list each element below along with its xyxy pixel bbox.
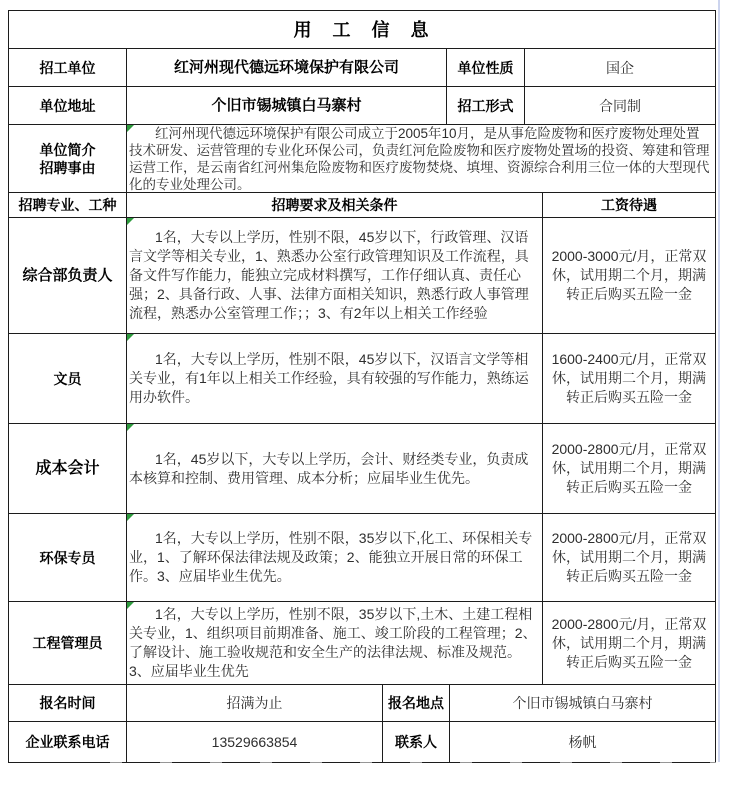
- job-title: 文员: [9, 334, 127, 423]
- job-salary: 2000-3000元/月，正常双休，试用期二个月，期满转正后购买五险一金: [551, 248, 707, 302]
- signup-row: [9, 685, 715, 722]
- jobs-header-position: 招聘专业、工种: [9, 193, 127, 217]
- job-title: 成本会计: [9, 424, 127, 513]
- company-intro-label: [9, 125, 127, 192]
- job-row-project-manager: [9, 602, 715, 685]
- signup-time-value: 招满为止: [127, 685, 383, 721]
- company-phone-label: 企业联系电话: [9, 722, 127, 762]
- recruit-unit-label: 招工单位: [9, 49, 127, 86]
- job-row-environment-specialist: [9, 514, 715, 602]
- job-salary: 2000-2800元/月，正常双休，试用期二个月，期满转正后购买五险一金: [551, 530, 707, 584]
- job-title: 工程管理员: [9, 602, 127, 684]
- signup-time-label: 报名时间: [9, 685, 127, 721]
- company-intro-text-cell: [127, 125, 715, 192]
- job-requirements-cell: [127, 514, 543, 601]
- company-intro-label-line2: 招聘事由: [39, 159, 96, 176]
- company-intro-row: [9, 125, 715, 193]
- job-salary: 2000-2800元/月，正常双休，试用期二个月，期满转正后购买五险一金: [551, 441, 707, 495]
- job-requirements: 1名，大专以上学历，性别不限，45岁以下，行政管理、汉语言文学等相关专业，1、熟悉办公室行政管理知识及工作流程，具备文件写作能力，能独立完成材料撰写，工作仔细认真、责任心强；2、具备行政、人事、法律方面相关知识，熟悉行政人事管理流程，熟悉办公室管理工作；；3、有2年以上相关工作经验: [129, 229, 529, 321]
- job-requirements-cell: [127, 602, 543, 684]
- contact-person-value: 杨帆: [568, 734, 597, 750]
- unit-address-label: 单位地址: [9, 87, 127, 124]
- job-title: 环保专员: [9, 514, 127, 601]
- job-requirements-cell: [127, 424, 543, 513]
- company-intro-text: 红河州现代德远环境保护有限公司成立于2005年10月，是从事危险废物和医疗废物处理处置技术研发、运营管理的专业化环保公司，负责红河危险废物和医疗废物处置场的投资、筹建和管理运营工作，是云南省红河州集危险废物和医疗废物焚烧、填埋、资源综合利用三位一体的大型现代化的专业处理公司。: [129, 125, 710, 192]
- recruit-form-label: 招工形式: [447, 87, 525, 124]
- recruit-unit-row: [9, 49, 715, 87]
- contact-row: [9, 722, 715, 762]
- recruit-form-value: 合同制: [599, 97, 641, 114]
- unit-nature-value: 国企: [606, 59, 634, 76]
- jobs-header-row: [9, 193, 715, 218]
- job-salary: 2000-2800元/月，正常双休，试用期二个月，期满转正后购买五险一金: [551, 615, 707, 670]
- jobs-header-salary: 工资待遇: [601, 197, 657, 213]
- job-requirements-cell: [127, 334, 543, 423]
- company-phone-value: 13529663854: [127, 722, 383, 762]
- job-row-cost-accountant: [9, 424, 715, 514]
- unit-address-value: 个旧市锡城镇白马寨村: [127, 87, 447, 124]
- job-requirements: 1名，大专以上学历，性别不限，35岁以下,土木、土建工程相关专业，1、组织项目前期准备、施工、竣工阶段的工程管理；2、了解设计、施工验收规范和安全生产的法律法规、标准及规范。3、应届毕业生优先: [129, 606, 537, 679]
- unit-address-row: [9, 87, 715, 125]
- gridline-dashes: [110, 762, 716, 763]
- title-row: [9, 11, 715, 49]
- page-title: 用 工 信 息: [293, 19, 437, 40]
- job-requirements-cell: [127, 218, 543, 333]
- job-requirements: 1名，大专以上学历，性别不限，35岁以下,化工、环保相关专业，1、了解环保法律法规及政策；2、能独立开展日常的环保工作。3、应届毕业生优先。: [129, 530, 533, 584]
- recruit-unit-value: 红河州现代德远环境保护有限公司: [127, 49, 447, 86]
- signup-place-label: 报名地点: [383, 685, 450, 721]
- job-row-clerk: [9, 334, 715, 424]
- job-requirements: 1名，45岁以下，大专以上学历，会计、财经类专业，负责成本核算和控制、费用管理、成本分析；应届毕业生优先。: [129, 450, 529, 486]
- job-row-general-manager: [9, 218, 715, 334]
- company-intro-label-line1: 单位简介: [39, 141, 96, 158]
- jobs-header-requirements: 招聘要求及相关条件: [127, 193, 543, 217]
- page-edge-line: [718, 0, 720, 762]
- unit-nature-label: 单位性质: [447, 49, 525, 86]
- signup-place-value: 个旧市锡城镇白马寨村: [512, 695, 653, 711]
- job-title: 综合部负责人: [9, 218, 127, 333]
- contact-person-label: 联系人: [383, 722, 450, 762]
- job-salary: 1600-2400元/月，正常双休，试用期二个月，期满转正后购买五险一金: [551, 351, 707, 405]
- job-requirements: 1名，大专以上学历，性别不限，45岁以下，汉语言文学等相关专业，有1年以上相关工作经验，具有较强的写作能力，熟练运用办软件。: [129, 351, 529, 405]
- job-info-table: [8, 10, 716, 763]
